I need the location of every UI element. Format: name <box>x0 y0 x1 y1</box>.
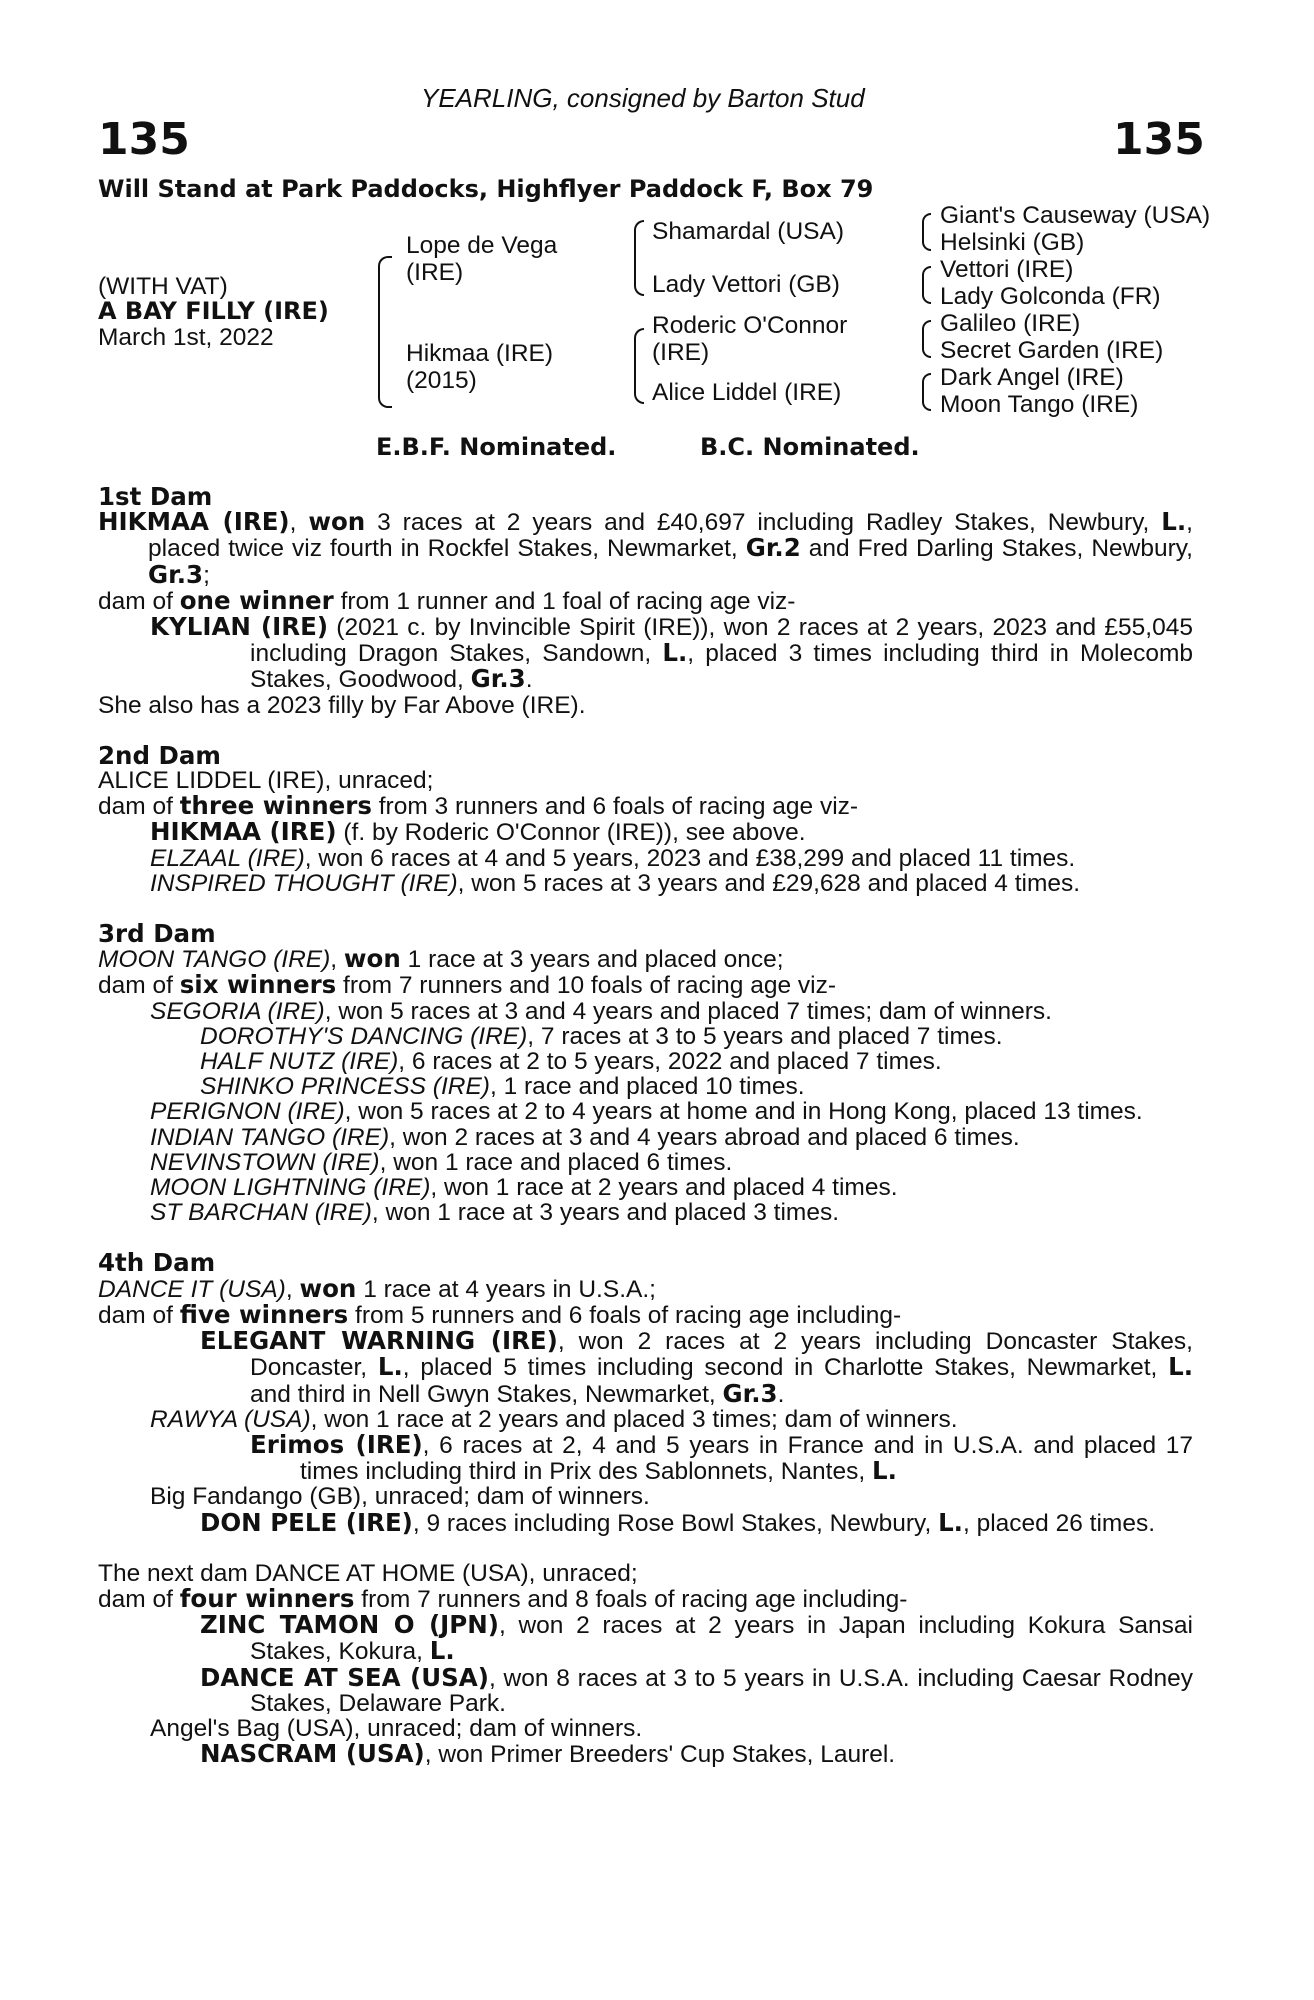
produce-entry <box>98 1175 1193 1200</box>
produce-entry <box>98 1099 1193 1124</box>
text-run: dam of <box>98 587 180 615</box>
bold-text: HIKMAA (IRE) <box>98 507 290 537</box>
pedigree-brace-g78 <box>922 373 931 411</box>
text-run: , won 2 races at 2 years including Doncaster Stakes, Doncaster, <box>250 1328 1193 1382</box>
bold-text: Gr.2 <box>745 533 801 563</box>
bold-text: Gr.3 <box>722 1378 778 1408</box>
italic-text: ST BARCHAN (IRE) <box>150 1199 372 1227</box>
pedigree-sire-line2: (IRE) <box>406 259 464 286</box>
produce-entry <box>98 846 1193 871</box>
italic-text: INSPIRED THOUGHT (IRE) <box>150 869 458 897</box>
text-run: , won 1 race at 2 years and placed 3 times; dam of winners. <box>310 1405 958 1433</box>
text-run: dam of <box>98 1301 180 1329</box>
bold-text: one winner <box>179 585 334 615</box>
text-run: from 7 runners and 10 foals of racing age viz- <box>336 972 837 1000</box>
text-run: and third in Nell Gwyn Stakes, Newmarket, <box>250 1380 723 1408</box>
bold-text: L. <box>938 1507 963 1537</box>
bold-text: three winners <box>179 791 372 821</box>
text-run: , 9 races including Rose Bowl Stakes, Newbury, <box>412 1509 939 1537</box>
next-dam-section <box>98 1561 1193 1768</box>
produce-entry <box>98 1612 1193 1664</box>
italic-text: NEVINSTOWN (IRE) <box>150 1148 380 1176</box>
text-run: , won 1 race at 2 years and placed 4 times. <box>430 1174 898 1202</box>
fourth-dam-section <box>98 1250 1193 1535</box>
italic-text: DOROTHY'S DANCING (IRE) <box>200 1022 528 1050</box>
text-run: , won 2 races at 3 and 4 years abroad and placed 6 times. <box>389 1123 1020 1151</box>
produce-entry <box>98 1125 1193 1150</box>
produce-entry <box>98 1716 1193 1741</box>
bold-text: DON PELE (IRE) <box>200 1507 413 1537</box>
produce-summary <box>98 585 1193 615</box>
text-run: , 6 races at 2, 4 and 5 years in France and in U.S.A. and placed 17 times including third in Prix des Sablonnets, Nantes, <box>300 1431 1193 1486</box>
text-run: The next dam DANCE AT HOME (USA), unraced; <box>98 1559 638 1587</box>
pedigree-sire-line1: Lope de Vega <box>406 232 558 259</box>
pedigree-gen3-1: Giant's Causeway (USA) <box>940 202 1211 229</box>
italic-text: SEGORIA (IRE) <box>150 997 325 1025</box>
second-dam-section <box>98 740 1193 897</box>
text-run: from 1 runner and 1 foal of racing age viz- <box>333 587 796 615</box>
pedigree-gen3-2: Helsinki (GB) <box>940 229 1085 256</box>
pedigree-gen3-6: Secret Garden (IRE) <box>940 337 1164 364</box>
produce-entry <box>98 1407 1193 1432</box>
pedigree-dam-sire-line1: Roderic O'Connor <box>652 312 848 339</box>
text-run: ; <box>203 561 210 589</box>
pedigree-sire-sire: Shamardal (USA) <box>652 218 844 245</box>
bold-text: six winners <box>179 970 337 1000</box>
bold-text: Erimos (IRE) <box>250 1429 423 1459</box>
page-title: YEARLING, consigned by Barton Stud <box>421 83 865 113</box>
pedigree-brace-main <box>378 256 392 408</box>
text-run: , won 5 races at 2 to 4 years at home and in Hong Kong, placed 13 times. <box>344 1098 1143 1126</box>
text-run: Angel's Bag (USA), unraced; dam of winners. <box>150 1714 643 1742</box>
produce-entry <box>98 1741 1193 1767</box>
produce-entry <box>98 1484 1193 1509</box>
italic-text: ELZAAL (IRE) <box>150 844 305 872</box>
bold-text: won <box>343 944 401 974</box>
bold-text: HIKMAA (IRE) <box>150 817 337 847</box>
text-run: , placed twice viz fourth in Rockfel Stakes, Newmarket, <box>148 509 1193 563</box>
bold-text: DANCE AT SEA (USA) <box>200 1662 489 1692</box>
catalogue-body <box>98 484 1193 1767</box>
ebf-nomination: E.B.F. Nominated. <box>376 433 617 461</box>
text-run: dam of <box>98 793 180 821</box>
horse-name: A BAY FILLY (IRE) <box>98 297 329 325</box>
text-run: 3 races at 2 years and £40,697 including Radley Stakes, Newbury, <box>365 509 1162 537</box>
bold-text: five winners <box>179 1299 349 1329</box>
produce-summary <box>98 972 1193 998</box>
text-run: , placed 26 times. <box>962 1509 1156 1537</box>
text-run: , 1 race and placed 10 times. <box>489 1073 805 1101</box>
pedigree-dam-dam: Alice Liddel (IRE) <box>652 379 842 406</box>
produce-entry <box>98 1074 1193 1099</box>
produce-summary <box>98 1299 1193 1329</box>
produce-entry <box>98 614 1193 693</box>
dam-entry <box>98 509 1193 588</box>
bold-text: KYLIAN (IRE) <box>150 612 329 642</box>
lot-number-right: 135 <box>1113 114 1205 165</box>
text-run: , placed 5 times including second in Charlotte Stakes, Newmarket, <box>402 1354 1169 1382</box>
section-heading: 1st Dam <box>98 482 213 511</box>
text-run: . <box>777 1380 785 1408</box>
bold-text: four winners <box>179 1583 355 1613</box>
produce-entry <box>98 871 1193 896</box>
pedigree-sire-dam: Lady Vettori (GB) <box>652 271 840 298</box>
stand-location: Will Stand at Park Paddocks, Highflyer Paddock F, Box 79 <box>98 175 874 203</box>
bold-text: won <box>299 1273 357 1303</box>
italic-text: RAWYA (USA) <box>150 1405 311 1433</box>
text-run: Big Fandango (GB), unraced; dam of winners. <box>150 1483 650 1511</box>
text-run: dam of <box>98 972 180 1000</box>
text-run: 1 race at 4 years in U.S.A.; <box>356 1275 656 1303</box>
text-run: 1 race at 3 years and placed once; <box>400 946 784 974</box>
pedigree-gen3-3: Vettori (IRE) <box>940 256 1074 283</box>
dam-entry <box>98 768 1193 793</box>
produce-entry <box>98 819 1193 845</box>
produce-entry <box>98 1024 1193 1049</box>
italic-text: INDIAN TANGO (IRE) <box>150 1123 390 1151</box>
produce-entry <box>98 1507 1193 1537</box>
produce-entry <box>98 999 1193 1024</box>
first-dam-section <box>98 484 1193 718</box>
text-run: , <box>330 946 344 974</box>
italic-text: HALF NUTZ (IRE) <box>200 1048 399 1076</box>
produce-entry <box>98 1049 1193 1074</box>
text-run: , won 2 races at 2 years in Japan including Kokura Sansai Stakes, Kokura, <box>250 1612 1193 1666</box>
text-run: , won 5 races at 3 and 4 years and placed 7 times; dam of winners. <box>324 997 1052 1025</box>
produce-summary <box>98 793 1193 819</box>
section-heading: 3rd Dam <box>98 919 216 949</box>
pedigree-dam-line1: Hikmaa (IRE) <box>406 340 554 367</box>
pedigree-sire <box>406 232 557 286</box>
pedigree-gen3-7: Dark Angel (IRE) <box>940 364 1124 391</box>
bold-text: NASCRAM (USA) <box>200 1739 425 1769</box>
produce-entry <box>98 1328 1193 1407</box>
text-run: , won 1 race at 3 years and placed 3 times. <box>371 1199 840 1227</box>
pedigree-brace-sire <box>634 220 644 296</box>
pedigree-dam <box>406 340 553 394</box>
bc-nomination: B.C. Nominated. <box>700 433 920 461</box>
text-run: from 7 runners and 8 foals of racing age including- <box>354 1585 908 1613</box>
note-line <box>98 693 1193 718</box>
text-run: . <box>525 666 533 694</box>
text-run: , <box>289 509 309 537</box>
bold-text: L. <box>377 1352 403 1382</box>
bold-text: won <box>308 507 366 537</box>
bold-text: ZINC TAMON O (JPN) <box>200 1610 499 1640</box>
pedigree-brace-g12 <box>922 213 931 251</box>
text-run: (2021 c. by Invincible Spirit (IRE)), won 2 races at 2 years, 2023 and £55,045 including Dragon Stakes, Sandown, <box>250 614 1193 668</box>
text-run: (f. by Roderic O'Connor (IRE)), see above. <box>336 819 806 847</box>
pedigree-dam-sire <box>652 312 847 366</box>
pedigree-gen3-8: Moon Tango (IRE) <box>940 391 1139 418</box>
pedigree-brace-g34 <box>922 266 931 304</box>
italic-text: MOON TANGO (IRE) <box>98 946 331 974</box>
text-run: , won Primer Breeders' Cup Stakes, Laurel. <box>424 1741 896 1769</box>
produce-entry <box>98 1429 1193 1486</box>
vat-note: (WITH VAT) <box>98 273 228 300</box>
bold-text: L. <box>662 638 688 668</box>
section-heading: 4th Dam <box>98 1248 216 1278</box>
horse-dob: March 1st, 2022 <box>98 324 274 351</box>
text-run: , 7 races at 3 to 5 years and placed 7 times. <box>527 1022 1003 1050</box>
text-run: , won 6 races at 4 and 5 years, 2023 and £38,299 and placed 11 times. <box>304 844 1076 872</box>
text-run: , 6 races at 2 to 5 years, 2022 and placed 7 times. <box>398 1048 942 1076</box>
bold-text: Gr.3 <box>148 559 204 589</box>
text-run: She also has a 2023 filly by Far Above (IRE). <box>98 691 586 719</box>
third-dam-section <box>98 921 1193 1225</box>
produce-entry <box>98 1150 1193 1175</box>
pedigree-brace-dam <box>634 328 644 404</box>
bold-text: Gr.3 <box>470 664 526 694</box>
bold-text: L. <box>429 1636 455 1666</box>
text-run: from 5 runners and 6 foals of racing age including- <box>348 1301 902 1329</box>
text-run: and Fred Darling Stakes, Newbury, <box>800 535 1193 563</box>
dam-entry <box>98 946 1193 972</box>
text-run: , <box>285 1275 300 1303</box>
text-run: , won 8 races at 3 to 5 years in U.S.A. including Caesar Rodney Stakes, Delaware Park. <box>250 1664 1193 1717</box>
lot-number-left: 135 <box>98 114 190 165</box>
produce-summary <box>98 1583 1193 1613</box>
dam-entry <box>98 1561 1193 1586</box>
pedigree-gen3-4: Lady Golconda (FR) <box>940 283 1161 310</box>
italic-text: DANCE IT (USA) <box>98 1275 286 1303</box>
bold-text: ELEGANT WARNING (IRE) <box>200 1326 558 1356</box>
italic-text: SHINKO PRINCESS (IRE) <box>200 1073 490 1101</box>
section-heading: 2nd Dam <box>98 740 221 770</box>
bold-text: L. <box>871 1456 897 1486</box>
pedigree-brace-g56 <box>922 320 931 358</box>
produce-entry <box>98 1662 1193 1717</box>
bold-text: L. <box>1161 507 1187 537</box>
text-run: , won 1 race and placed 6 times. <box>379 1148 733 1176</box>
pedigree-gen3-5: Galileo (IRE) <box>940 310 1081 337</box>
pedigree-dam-line2: (2015) <box>406 367 477 394</box>
text-run: , placed 3 times including third in Molecomb Stakes, Goodwood, <box>250 640 1194 694</box>
italic-text: MOON LIGHTNING (IRE) <box>150 1174 431 1202</box>
dam-entry <box>98 1273 1193 1303</box>
text-run: from 3 runners and 6 foals of racing age viz- <box>371 793 859 821</box>
produce-entry <box>98 1200 1193 1225</box>
text-run: , won 5 races at 3 years and £29,628 and placed 4 times. <box>457 869 1081 897</box>
text-run: dam of <box>98 1585 180 1613</box>
pedigree-dam-sire-line2: (IRE) <box>652 339 710 366</box>
bold-text: L. <box>1168 1352 1193 1382</box>
italic-text: PERIGNON (IRE) <box>150 1098 345 1126</box>
text-run: ALICE LIDDEL (IRE), unraced; <box>98 767 434 795</box>
